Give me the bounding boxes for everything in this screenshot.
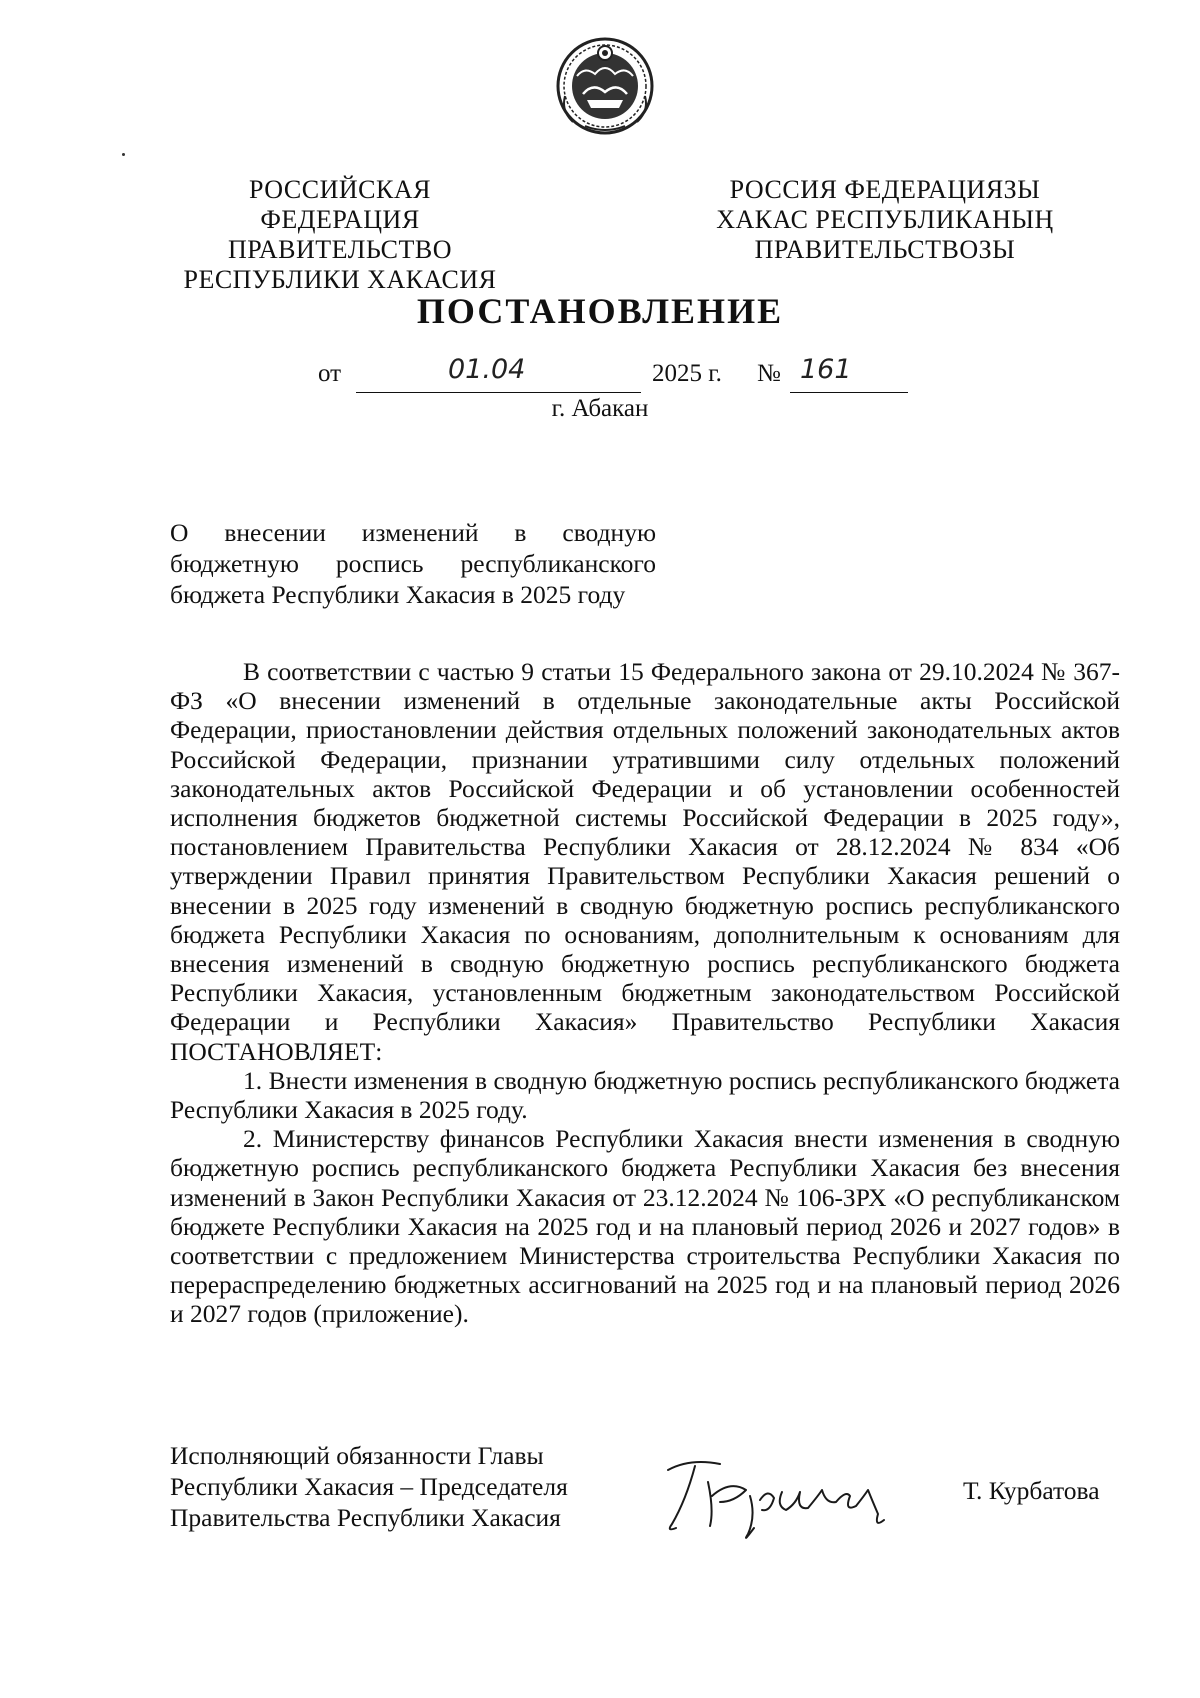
- scan-speck: [122, 153, 125, 156]
- handwritten-date: 01.04: [448, 354, 526, 385]
- document-subject: [170, 517, 656, 610]
- signatory-position-line-1: Исполняющий обязанности Главы: [170, 1441, 544, 1470]
- subject-line-1: О внесении изменений в сводную: [170, 518, 656, 547]
- header-right: [715, 175, 1055, 265]
- document-title: ПОСТАНОВЛЕНИЕ: [416, 291, 784, 331]
- header-left-line-3: РЕСПУБЛИКИ ХАКАСИЯ: [183, 265, 497, 294]
- subject-line-2: бюджетную роспись республиканского: [170, 549, 656, 578]
- subject-line-3: бюджета Республики Хакасия в 2025 году: [170, 580, 626, 609]
- body-paragraph-preamble: В соответствии с частью 9 статьи 15 Федерального закона от 29.10.2024 № 367-ФЗ «О внесении изменений в отдельные законодательные акты Российской Федерации, приостановлении действия отдельных положений законодательных актов Российской Федерации, признании утратившими силу отдельных положений законодательных актов Российской Федерации и об установлении особенностей исполнения бюджетов бюджетной системы Российской Федерации в 2025 году», постановлением Правительства Республики Хакасия от 28.12.2024 № 834 «Об утверждении Правил принятия Правительством Республики Хакасия решений о внесении в 2025 году изменений в сводную бюджетную роспись республиканского бюджета Республики Хакасия по основаниям, дополнительным к основаниям для внесения изменений в сводную бюджетную роспись республиканского бюджета Республики Хакасия, установленным бюджетным законодательством Российской Федерации и Республики Хакасия» Правительство Республики Хакасия ПОСТАНОВЛЯЕТ:: [170, 657, 1120, 1066]
- header-right-line-3: ПРАВИТЕЛЬСТВОЗЫ: [754, 235, 1016, 264]
- coat-of-arms-emblem: [555, 36, 655, 136]
- header-left: [170, 175, 510, 295]
- document-body: [170, 657, 1120, 1329]
- signatory-name: Т. Курбатова: [963, 1476, 1100, 1505]
- header-left-line-2: ПРАВИТЕЛЬСТВО: [228, 235, 452, 264]
- header-right-line-2: ХАКАС РЕСПУБЛИКАНЫҢ: [716, 205, 1054, 234]
- header-right-line-1: РОССИЯ ФЕДЕРАЦИЯЗЫ: [729, 175, 1041, 204]
- signatory-position-line-2: Республики Хакасия – Председателя: [170, 1472, 568, 1501]
- signatory-position: [170, 1440, 568, 1533]
- body-paragraph-1: 1. Внести изменения в сводную бюджетную роспись республиканского бюджета Республики Хакасия в 2025 году.: [170, 1065, 1120, 1125]
- signatory-position-line-3: Правительства Республики Хакасия: [170, 1503, 561, 1532]
- body-paragraph-2: 2. Министерству финансов Республики Хакасия внести изменения в сводную бюджетную роспись республиканского бюджета Республики Хакасия без внесения изменений в Закон Республики Хакасия от 23.12.2024 № 106-ЗРХ «О республиканском бюджете Республики Хакасия на 2025 год и на плановый период 2026 и 2027 годов» в соответствии с предложением Министерства строительства Республики Хакасия по перераспределению бюджетных ассигнований на 2025 год и на плановый период 2026 и 2027 годов (приложение).: [170, 1124, 1120, 1329]
- handwritten-signature: [650, 1440, 910, 1550]
- header-left-line-1: РОССИЙСКАЯ ФЕДЕРАЦИЯ: [249, 175, 431, 234]
- handwritten-number: 161: [800, 354, 852, 385]
- number-label: №: [757, 360, 781, 387]
- city: г. Абакан: [551, 395, 649, 422]
- date-from-label: от: [318, 360, 342, 387]
- date-year: 2025 г.: [652, 360, 722, 387]
